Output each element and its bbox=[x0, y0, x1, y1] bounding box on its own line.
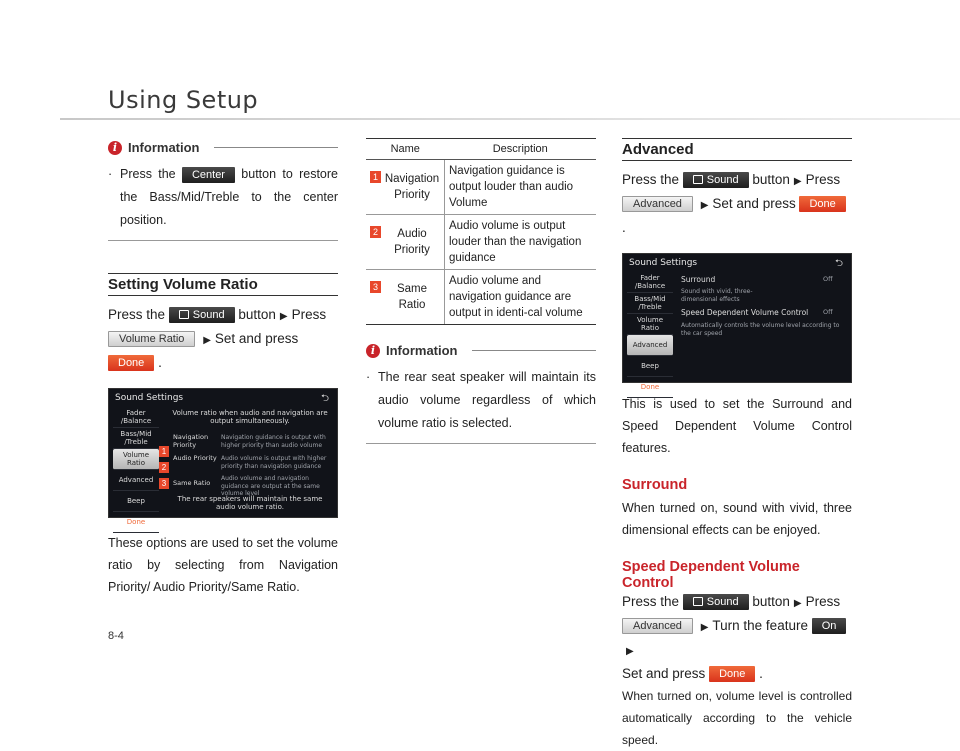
menu-bass: Bass/Mid /Treble bbox=[627, 293, 673, 314]
arrow-right-icon: ▶ bbox=[700, 200, 709, 211]
speaker-icon bbox=[693, 597, 703, 606]
screen-menu bbox=[627, 272, 673, 398]
callout-2: 2 bbox=[159, 462, 169, 473]
screen-option-desc: Audio volume and navigation guidance are output at the same volume level bbox=[221, 475, 320, 497]
callout-3: 3 bbox=[159, 478, 169, 489]
page-number: 8-4 bbox=[108, 630, 124, 642]
row-number: 1 bbox=[370, 171, 381, 183]
menu-advanced: Advanced bbox=[113, 470, 159, 491]
screen-advanced bbox=[622, 253, 852, 391]
table-row bbox=[366, 215, 596, 270]
table-header: Description bbox=[445, 139, 597, 160]
menu-fader: Fader /Balance bbox=[113, 407, 159, 428]
info-header bbox=[108, 140, 338, 155]
info-rule bbox=[366, 443, 596, 444]
menu-beep: Beep bbox=[627, 356, 673, 377]
arrow-right-icon: ▶ bbox=[793, 176, 802, 187]
done-button: Done bbox=[709, 666, 755, 682]
screen-option-label: Audio Priority bbox=[173, 454, 217, 462]
menu-bass: Bass/Mid /Treble bbox=[113, 428, 159, 449]
callout-1: 1 bbox=[159, 446, 169, 457]
info-icon: i bbox=[108, 141, 122, 155]
sound-button: Sound bbox=[169, 307, 235, 323]
row-desc: Audio volume and navigation guidance are output in identi-cal volume bbox=[445, 270, 597, 325]
screen-option-label: Same Ratio bbox=[173, 479, 211, 487]
menu-done: Done bbox=[627, 377, 673, 398]
info-icon: i bbox=[366, 344, 380, 358]
arrow-right-icon: ▶ bbox=[793, 598, 802, 609]
options-table bbox=[366, 138, 596, 325]
item-value-sdvc: Off bbox=[823, 308, 833, 316]
advanced-body: This is used to set the Surround and Speed Dependent Volume Control features. bbox=[622, 397, 852, 455]
table-row bbox=[366, 160, 596, 215]
info-line bbox=[472, 350, 597, 351]
item-label-surround: Surround bbox=[681, 275, 716, 284]
arrow-right-icon: ▶ bbox=[700, 622, 709, 633]
sdvc-body: When turned on, volume level is controlled automatically according to the vehicle speed. bbox=[622, 689, 852, 747]
speaker-icon bbox=[179, 310, 189, 319]
surround-title: Surround bbox=[622, 477, 688, 493]
back-icon: ⮌ bbox=[320, 393, 329, 404]
volume-ratio-button: Volume Ratio bbox=[108, 331, 195, 347]
section-title-advanced: Advanced bbox=[622, 138, 852, 161]
menu-beep: Beep bbox=[113, 491, 159, 512]
steps-sdvc: Press the Sound button ▶ Press Advanced ▶ Turn the feature On ▶ Set and press Done . bbox=[622, 591, 852, 685]
screen-header-text: Volume ratio when audio and navigation are output simultaneously. bbox=[172, 409, 328, 425]
volume-ratio-body: These options are used to set the volume ratio by selecting from Navigation Priority/ Audio Priority/Same Ratio. bbox=[108, 536, 338, 594]
table-row bbox=[366, 270, 596, 325]
advanced-button: Advanced bbox=[622, 618, 693, 634]
table-header-row bbox=[366, 139, 596, 160]
info-line bbox=[214, 147, 339, 148]
screen-title: Sound Settings bbox=[115, 393, 184, 403]
column-left bbox=[108, 140, 338, 598]
info-title: Information bbox=[386, 343, 458, 358]
surround-body: When turned on, sound with vivid, three dimensional effects can be enjoyed. bbox=[622, 501, 852, 537]
row-desc: Navigation guidance is output louder than audio Volume bbox=[445, 160, 597, 215]
screen-footer-text: The rear speakers will maintain the same audio volume ratio. bbox=[177, 495, 323, 511]
item-value-surround: Off bbox=[823, 275, 833, 283]
screen-option-label: Navigation Priority bbox=[173, 433, 209, 449]
on-button: On bbox=[812, 618, 847, 634]
sound-button: Sound bbox=[683, 594, 749, 610]
menu-fader: Fader /Balance bbox=[627, 272, 673, 293]
page-title: Using Setup bbox=[108, 86, 259, 114]
item-desc-sdvc: Automatically controls the volume level according to the car speed bbox=[681, 322, 840, 337]
row-desc: Audio volume is output louder than the navigation guidance bbox=[445, 215, 597, 270]
row-name: Same Ratio bbox=[396, 283, 428, 311]
row-number: 2 bbox=[370, 226, 381, 238]
sdvc-title: Speed Dependent Volume Control bbox=[622, 559, 800, 591]
sound-button: Sound bbox=[683, 172, 749, 188]
menu-advanced: Advanced bbox=[627, 335, 673, 356]
menu-volume-ratio: Volume Ratio bbox=[627, 314, 673, 335]
row-number: 3 bbox=[370, 281, 381, 293]
screen-title: Sound Settings bbox=[629, 258, 698, 268]
arrow-right-icon: ▶ bbox=[279, 311, 288, 322]
column-right bbox=[622, 138, 852, 751]
row-name: Navigation Priority bbox=[384, 173, 440, 201]
arrow-right-icon: ▶ bbox=[203, 335, 211, 346]
screen-menu bbox=[113, 407, 159, 533]
steps-advanced: Press the Sound button ▶ Press Advanced ▶ Set and press Done . bbox=[622, 169, 852, 239]
item-label-sdvc: Speed Dependent Volume Control bbox=[681, 308, 809, 317]
done-button: Done bbox=[799, 196, 845, 212]
menu-done: Done bbox=[113, 512, 159, 533]
center-button: Center bbox=[182, 167, 235, 183]
screen-option-desc: Navigation guidance is output with higher priority than audio volume bbox=[221, 434, 326, 449]
table-header: Name bbox=[366, 139, 445, 160]
column-middle bbox=[366, 138, 596, 444]
done-button: Done bbox=[108, 355, 154, 371]
steps-volume-ratio: Press the Sound button ▶ Press Volume Ratio ▶ Set and press Done . bbox=[108, 307, 327, 370]
menu-volume-ratio: Volume Ratio bbox=[113, 449, 159, 470]
header-rule bbox=[60, 118, 960, 120]
back-icon: ⮌ bbox=[834, 258, 843, 269]
speaker-icon bbox=[693, 175, 703, 184]
info-bullet: · The rear seat speaker will maintain its audio volume regardless of which volume ratio is selected. bbox=[366, 370, 596, 430]
arrow-right-icon: ▶ bbox=[626, 646, 634, 657]
advanced-button: Advanced bbox=[622, 196, 693, 212]
screen-option-desc: Audio volume is output with higher priority than navigation guidance bbox=[221, 455, 327, 470]
info-bullet: · Press the Center button to restore the Bass/Mid/Treble to the center position. bbox=[108, 167, 338, 227]
section-title-volume-ratio: Setting Volume Ratio bbox=[108, 273, 338, 296]
screen-volume-ratio bbox=[108, 388, 338, 526]
info-header bbox=[366, 343, 596, 358]
info-title: Information bbox=[128, 140, 200, 155]
row-name: Audio Priority bbox=[394, 228, 430, 256]
item-desc-surround: Sound with vivid, three-dimensional effects bbox=[681, 288, 753, 303]
